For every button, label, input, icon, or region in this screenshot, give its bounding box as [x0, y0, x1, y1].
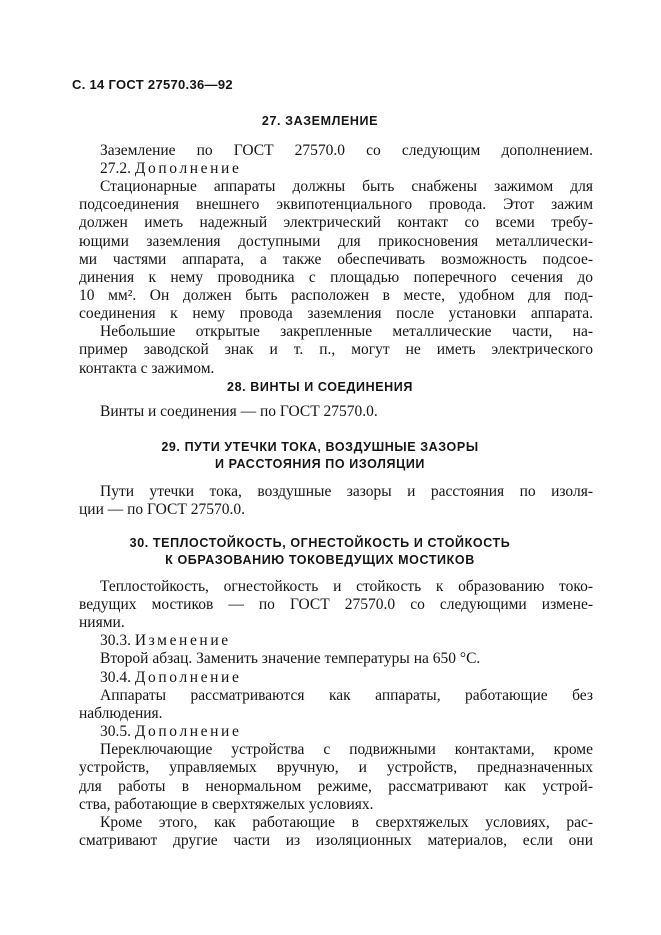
sec27-paragraph2-line: пример заводской знак и т. п., могут не иметь электрического [79, 341, 593, 358]
sec30-3-subheading [100, 631, 231, 651]
sec27-paragraph-line: динения к нему проводника с площадью поперечного сечения до [79, 269, 593, 286]
sec27-paragraph-line: Стационарные аппараты должны быть снабжены зажимом для [100, 178, 593, 195]
sec27-paragraph-line: ющими заземления доступными для прикосновения металлически- [79, 233, 593, 250]
sec27-2-label: Дополнение [134, 160, 242, 177]
sec27-intro: Заземление по ГОСТ 27570.0 со следующим дополнением. [100, 142, 593, 159]
sec30-5-text-line: устройств, управляемых вручную, и устройств, предназначенных [79, 759, 593, 776]
section-30-heading-line-1: 30. ТЕПЛОСТОЙКОСТЬ, ОГНЕСТОЙКОСТЬ И СТОЙКОСТЬ [129, 536, 511, 550]
sec27-paragraph-line: 10 мм². Он должен быть расположен в месте, удобном для под- [79, 287, 593, 304]
sec27-paragraph-line: должен иметь надежный электрический контакт со всеми требу- [79, 214, 593, 231]
sec30-5-text-line: для работы в ненормальном режиме, рассматривают как устрой- [79, 778, 593, 795]
sec30-4-label: Дополнение [134, 669, 242, 686]
sec30-5-text-line: Переключающие устройства с подвижными контактами, кроме [100, 741, 593, 758]
sec27-paragraph-line: ми частями аппарата, а также обеспечивать возможность подсое- [79, 251, 593, 268]
section-30-heading-line-2: К ОБРАЗОВАНИЮ ТОКОВЕДУЩИХ МОСТИКОВ [165, 553, 475, 567]
sec30-4-text-line: Аппараты рассматриваются как аппараты, работающие без [100, 687, 593, 704]
sec28-text: Винты и соединения — по ГОСТ 27570.0. [100, 403, 378, 420]
sec29-text-line: ции — по ГОСТ 27570.0. [79, 501, 245, 518]
sec30-4-subheading [100, 668, 241, 688]
sec30-4-text-line: наблюдения. [79, 705, 163, 722]
section-28-heading: 28. ВИНТЫ И СОЕДИНЕНИЯ [227, 380, 413, 394]
sec30-intro-line: Теплостойкость, огнестойкость и стойкость к образованию токо- [100, 578, 593, 595]
sec27-paragraph-line: подсоединения внешнего эквипотенциального провода. Этот зажим [79, 196, 593, 213]
sec30-final-line: сматривают другие части из изоляционных материалов, если они [79, 832, 593, 849]
sec27-paragraph-line: соединения к нему провода заземления после установки аппарата. [79, 305, 593, 322]
sec30-5-text-line: ства, работающие в сверхтяжелых условиях. [79, 796, 374, 813]
sec30-3-text: Второй абзац. Заменить значение температуры на 650 °С. [100, 650, 481, 667]
running-head: С. 14 ГОСТ 27570.36—92 [72, 77, 233, 92]
sec30-3-label: Изменение [134, 632, 231, 649]
section-29-heading-line-2: И РАССТОЯНИЯ ПО ИЗОЛЯЦИИ [215, 457, 425, 471]
sec30-5-subheading [100, 722, 241, 742]
sec29-text-line: Пути утечки тока, воздушные зазоры и расстояния по изоля- [100, 483, 593, 500]
sec30-5-number: 30.5. [100, 723, 131, 740]
sec30-final-line: Кроме этого, как работающие в сверхтяжелых условиях, рас- [100, 814, 593, 831]
sec30-intro-line: ниями. [79, 614, 125, 631]
sec27-2-number: 27.2. [100, 160, 131, 177]
sec30-intro-line: ведущих мостиков — по ГОСТ 27570.0 со следующими измене- [79, 596, 593, 613]
sec27-2-subheading [100, 159, 241, 179]
sec30-4-number: 30.4. [100, 669, 131, 686]
sec30-5-label: Дополнение [134, 723, 242, 740]
sec27-paragraph2-line: Небольшие открытые закрепленные металлические части, на- [100, 323, 593, 340]
sec30-3-number: 30.3. [100, 632, 131, 649]
section-27-heading: 27. ЗАЗЕМЛЕНИЕ [261, 114, 379, 128]
sec27-paragraph2-line: контакта с зажимом. [79, 360, 215, 377]
section-29-heading-line-1: 29. ПУТИ УТЕЧКИ ТОКА, ВОЗДУШНЫЕ ЗАЗОРЫ [161, 440, 479, 454]
